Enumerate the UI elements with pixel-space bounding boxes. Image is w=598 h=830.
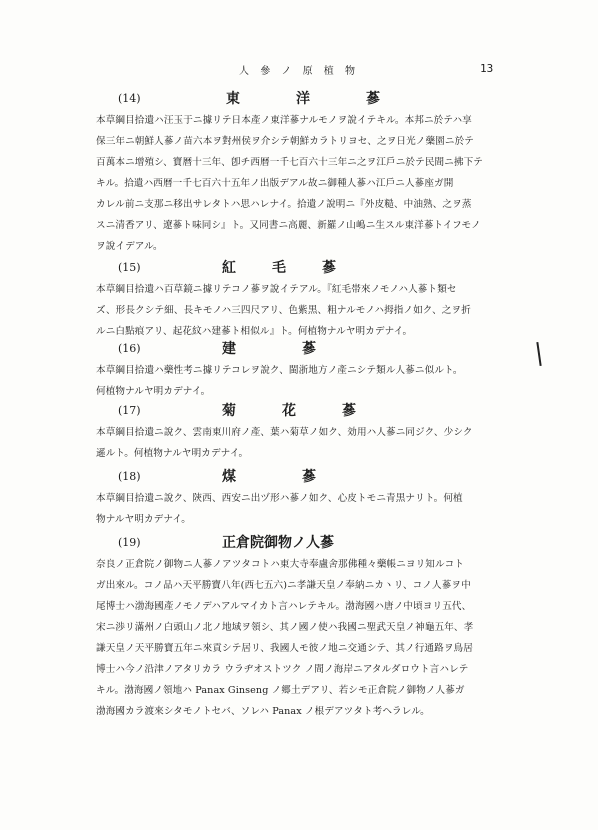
text-line: 本草綱目拾遺ニ說ク、陝西、西安ニ出ヅ形ハ蔘ノ如ク、心皮トモニ青黒ナリト。何植 — [96, 493, 463, 504]
heading-char: 建 — [222, 341, 236, 357]
text-line: 謙天皇ノ天平勝寶五年ニ來貢シテ居リ、我國人モ彼ノ地ニ交通シテ、其ノ行通路ヲ鳥居 — [96, 643, 473, 654]
text-line: ルニ白點痕アリ、起花紋ハ建蔘ト相似ル』ト。何植物ナルヤ明カデナイ。 — [96, 326, 413, 337]
text-line: 遜ルト。何植物ナルヤ明カデナイ。 — [96, 448, 249, 459]
section-number: (19) — [118, 536, 141, 549]
text-line: 本草綱目拾遺ハ百草鏡ニ據リテコノ蔘ヲ說イテアル。『紅毛帯來ノモノハ人蔘ト類セ — [96, 284, 457, 295]
heading-char: 蔘 — [366, 91, 380, 107]
section-number: (18) — [118, 470, 141, 483]
section-body — [96, 554, 514, 722]
section-heading — [96, 338, 514, 360]
heading-char: 菊 — [222, 403, 236, 419]
section-number: (14) — [118, 92, 141, 105]
heading-char: 蔘 — [342, 403, 356, 419]
text-line: 百萬本ニ增殖シ、寶暦十三年、卽チ西暦一千七百六十三年ニ之ヲ江戶ニ於テ民間ニ拂下テ — [96, 157, 483, 168]
section-heading — [96, 466, 514, 488]
heading-char: 東 — [226, 91, 240, 107]
section-16 — [96, 338, 514, 402]
text-line: カレル前ニ支那ニ移出サレタトハ思ハレナイ。拾遺ノ說明ニ『外皮糙、中油熟、之ヲ蒸 — [96, 199, 472, 210]
text-line: スニ清香アリ、遼蔘ト味同シ』ト。又同書ニ高麗、新羅ノ山嶋ニ生スル東洋蔘トイフモノ — [96, 220, 481, 231]
text-line: ガ出來ル。コノ品ハ天平勝寶八年(西七五六)ニ孝謙天皇ノ奉納ニカヽリ、コノ人蔘ヲ中 — [96, 580, 471, 591]
heading-char: 毛 — [272, 260, 286, 276]
section-body — [96, 110, 514, 257]
section-heading — [96, 257, 514, 279]
text-line: 何植物ナルヤ明カデナイ。 — [96, 386, 211, 397]
text-line: 本草綱目拾遺ハ藥性考ニ據リテコレヲ說ク、閩浙地方ノ產ニシテ類ル人蔘ニ似ルト。 — [96, 365, 463, 376]
page-number: 13 — [480, 62, 494, 75]
text-line: 本草綱目拾遺ニ說ク、雲南東川府ノ產、葉ハ菊草ノ如ク、効用ハ人蔘ニ同ジク、少シク — [96, 427, 473, 438]
heading-char: 洋 — [296, 91, 310, 107]
heading-char: 紅 — [222, 260, 236, 276]
section-17 — [96, 400, 514, 464]
heading-title: 正倉院御物ノ人蔘 — [222, 535, 334, 551]
section-18 — [96, 466, 514, 530]
section-number: (16) — [118, 342, 141, 355]
text-line: 宋ニ渉リ滿州ノ白頭山ノ北ノ地域ヲ領シ、其ノ國ノ使ハ我國ニ聖武天皇ノ神龜五年、孝 — [96, 622, 474, 633]
text-line: ヲ說イデアル。 — [96, 241, 163, 252]
heading-char: 花 — [282, 403, 296, 419]
text-line: 尾博士ハ渤海國產ノモノデハアルマイカト言ハレテキル。渤海國ハ唐ノ中頃ヨリ五代、 — [96, 601, 472, 612]
text-line: キル。渤海國ノ領地ハ Panax Ginseng ノ郷土デアリ、若シモ正倉院ノ御物ノ人蔘ガ — [96, 685, 465, 696]
text-line: 物ナルヤ明カデナイ。 — [96, 514, 191, 525]
section-19 — [96, 532, 514, 722]
text-line: 保三年ニ朝鮮人蔘ノ苗六本ヲ對州侯ヲ介シテ朝鮮カラトリヨセ、之ヲ日光ノ藥園ニ於テ — [96, 136, 474, 147]
text-line: 渤海國カラ渡來シタモノトセバ、ソレハ Panax ノ根デアツタト考ヘラレル。 — [96, 706, 430, 717]
section-body — [96, 422, 514, 464]
text-line: キル。拾遺ハ西暦一千七百六十五年ノ出版デアル故ニ御種人蔘ハ江戶ニ人蔘座ガ開 — [96, 178, 454, 189]
heading-char: 蔘 — [302, 341, 316, 357]
section-body — [96, 360, 514, 402]
section-number: (15) — [118, 261, 141, 274]
section-body — [96, 279, 514, 342]
section-number: (17) — [118, 404, 141, 417]
text-line: ズ、形長クシテ細、長キモノハ三四尺アリ、色紫黒、粗ナルモノハ拇指ノ如ク、之ヲ折 — [96, 305, 471, 316]
section-body — [96, 488, 514, 530]
text-line: 本草綱目拾遺ハ汪玉于ニ據リテ日本產ノ東洋蔘ナルモノヲ說イテキル。本邦ニ於テハ享 — [96, 115, 472, 126]
margin-pen-mark — [536, 342, 541, 366]
section-heading — [96, 400, 514, 422]
section-heading — [96, 88, 514, 110]
heading-char: 蔘 — [302, 469, 316, 485]
text-line: 奈良ノ正倉院ノ御物ニ人蔘ノアツタコトハ東大寺奉盧舍那佛種々藥帳ニヨリ知ルコト — [96, 559, 465, 570]
section-14 — [96, 88, 514, 257]
text-line: 博士ハ今ノ沿津ノアタリカラ ウラヂオストツク ノ間ノ海岸ニアタルダロウト言ハレテ — [96, 664, 469, 675]
section-heading — [96, 532, 514, 554]
running-title: 人 參 ノ 原 植 物 — [239, 66, 359, 77]
heading-char: 煤 — [222, 469, 236, 485]
heading-char: 蔘 — [322, 260, 336, 276]
section-15 — [96, 257, 514, 342]
